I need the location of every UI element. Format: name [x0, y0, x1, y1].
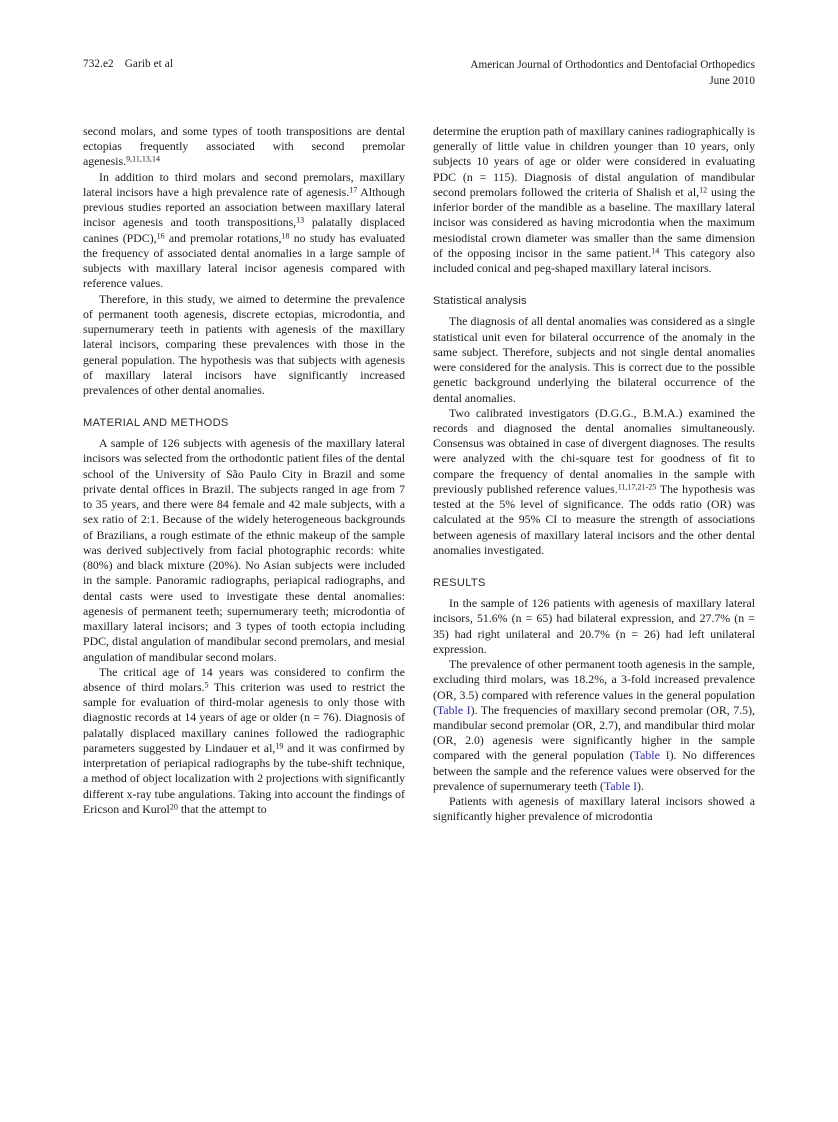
paragraph-study-aim: Therefore, in this study, we aimed to determine the prevalence of permanent tooth agenesis, discrete ectopias, microdontia, and supernumerary teeth in patients with agenesis of the maxillary lateral incisors, comparing these prevalences with those in the general population. The hypothesis was that subjects with agenesis of maxillary lateral incisors have significantly increased prevalences of other dental anomalies. — [83, 291, 405, 397]
paragraph-text: and it was confirmed by interpretation of periapical radiographs by the tube-shift technique, a method of object localization with 2 projections with significantly different x-ray tube angulations. Taking into account the findings of Ericson and Kurol — [83, 740, 405, 816]
reference-superscript: 16 — [156, 231, 165, 241]
heading-statistical-analysis: Statistical analysis — [433, 295, 527, 308]
paragraph-lateral-incisor-agenesis — [83, 170, 405, 292]
reference-superscript: 12 — [699, 185, 708, 195]
paragraph-text: ). No differences between the sample and the reference values were observed for the prevalence of supernumerary teeth ( — [433, 748, 755, 793]
paragraph-text: ). — [637, 778, 644, 793]
spacer — [433, 589, 755, 596]
paragraph-continued-intro — [83, 124, 405, 170]
paragraph-sample-description: A sample of 126 subjects with agenesis of the maxillary lateral incisors was selected from the orthodontic patient files of the dental school of the University of São Paulo City in Brazil and some private dental offices in Brazil. The subjects ranged in age from 7 to 35 years, and there were 84 female and 42 male subjects, with a sex ratio of 2:1. Because of the widely heterogeneous backgrounds of Brazilians, a rough estimate of the ethnic makeup of the sample was derived subjectively from facial photographic records: white (80%) and black mixture (20%). No Asian subjects were included in the sample. Panoramic radiographs, periapical radiographs, and dental casts were used to investigate these dental anomalies: agenesis of permanent teeth; supernumerary teeth; microdontia of maxillary lateral incisors; and 3 types of tooth ectopia including PDC, distal angulation of mandibular second premolars, and mesial angulation of mandibular second molars. — [83, 436, 405, 664]
spacer — [83, 398, 405, 417]
table-i-link[interactable]: Table I — [633, 748, 670, 763]
paragraph-text: second molars, and some types of tooth transpositions are dental ectopias frequently associated with second premolar agenesis. — [83, 124, 405, 169]
running-head-right — [470, 58, 755, 89]
spacer — [433, 307, 755, 314]
paragraph-prevalence-agenesis — [433, 657, 755, 794]
reference-superscript: 13 — [296, 216, 305, 226]
paragraph-text: palatally displaced canines (PDC), — [83, 215, 405, 245]
left-column — [83, 124, 405, 1036]
paragraph-text: determine the eruption path of maxillary canines radiographically is generally of little value in children younger than 10 years, only subjects 10 years of age or older were considered in evaluating PDC (n = 115). Diagnosis of distal angulation of mandibular second premolars followed the criteria of Shalish et al, — [433, 124, 755, 199]
heading-material-and-methods: MATERIAL AND METHODS — [83, 417, 229, 430]
running-head-left — [83, 58, 173, 70]
paragraph-text: This category also included conical and peg-shaped maxillary lateral incisors. — [433, 245, 756, 276]
paragraph-text: ). The frequencies of maxillary second premolar (OR, 7.5), mandibular second premolar (OR, 2.7), and mandibular third molar (OR, 2.0) agenesis were significantly higher in the sample compared with the general population ( — [433, 702, 755, 763]
reference-superscript: 17 — [349, 185, 358, 195]
reference-superscript: 14 — [651, 246, 660, 256]
paragraph-text: that the attempt to — [177, 801, 267, 816]
paragraph-text: The critical age of 14 years was considered to confirm the absence of third molars. — [83, 664, 405, 694]
paragraph-text: and premolar rotations, — [164, 230, 282, 245]
reference-superscript: 9,11,13,14 — [126, 155, 160, 165]
paragraph-expression-rates: In the sample of 126 patients with agenesis of maxillary lateral incisors, 51.6% (n = 65) had bilateral expression, and 27.7% (n = 35) had right unilateral and 20.7% (n = 26) had left unilateral expression. — [433, 596, 755, 656]
journal-title: American Journal of Orthodontics and Dentofacial Orthopedics — [470, 59, 755, 71]
paragraph-text: In addition to third molars and second premolars, maxillary lateral incisors have a high prevalence rate of agenesis. — [83, 169, 405, 199]
paragraph-text: The hypothesis was tested at the 5% level of significance. The odds ratio (OR) was calculated at the 95% CI to measure the strength of associations between agenesis of maxillary lateral incisors and the other dental anomalies investigated. — [433, 481, 755, 557]
paragraph-investigators — [433, 406, 755, 558]
spacer — [433, 558, 755, 577]
reference-superscript: 5 — [204, 680, 209, 690]
paragraph-statistical-unit: The diagnosis of all dental anomalies was considered as a single statistical unit even for bilateral occurrence of the anomaly in the same subject. Therefore, subjects and not single dental anomalies were considered for the analysis. This is correct due to the possible genetic background underlying the bilateral occurrence of the dental anomalies. — [433, 314, 755, 405]
paragraph-text: Two calibrated investigators (D.G.G., B.M.A.) examined the records and diagnosed the dental anomalies simultaneously. Consensus was obtained in case of divergent diagnoses. The results were analyzed with the chi-square test for goodness of fit to compare the frequency of dental anomalies in the sample with previously published reference values. — [433, 405, 755, 496]
spacer — [83, 429, 405, 436]
reference-superscript: 11,17,21-25 — [617, 482, 657, 492]
paragraph-text: The prevalence of other permanent tooth agenesis in the sample, excluding third molars, was 18.2%, a 3-fold increased prevalence (OR, 3.5) compared with reference values in the general population ( — [433, 657, 755, 717]
paragraph-text: Although previous studies reported an association between maxillary lateral incisor agenesis and tooth transpositions, — [83, 184, 405, 230]
spacer — [433, 276, 755, 295]
reference-superscript: 18 — [281, 231, 290, 241]
page-folio: 732.e2 — [83, 58, 114, 70]
table-i-link[interactable]: Table I — [436, 702, 471, 717]
running-head-authors: Garib et al — [124, 58, 174, 70]
paragraph-critical-age — [83, 665, 405, 817]
paragraph-diagnosis-criteria — [433, 124, 755, 276]
paragraph-text: This criterion was used to restrict the sample for evaluation of third-molar agenesis to only those with diagnostic records at 14 years of age or older (n = 76). Diagnosis of palatally displaced maxillary canines followed the radiographic parameters suggested by Lindauer et al, — [83, 679, 405, 755]
right-column — [433, 124, 755, 1036]
heading-results: RESULTS — [433, 577, 486, 590]
reference-superscript: 20 — [169, 802, 178, 812]
reference-superscript: 19 — [275, 741, 284, 751]
table-i-link[interactable]: Table I — [604, 778, 638, 793]
running-head — [83, 58, 755, 98]
paragraph-text: no study has evaluated the frequency of associated dental anomalies in a large sample of subjects with maxillary lateral incisor agenesis compared with reference values. — [83, 230, 405, 291]
paragraph-microdontia: Patients with agenesis of maxillary lateral incisors showed a significantly higher prevalence of microdontia — [433, 794, 755, 824]
issue-date: June 2010 — [709, 74, 755, 87]
paragraph-text: using the inferior border of the mandible as a baseline. The maxillary lateral incisor was considered as having microdontia when the maximum mesiodistal crown diameter was smaller than the same dimension of the opposing incisor in the same patient. — [433, 184, 755, 260]
